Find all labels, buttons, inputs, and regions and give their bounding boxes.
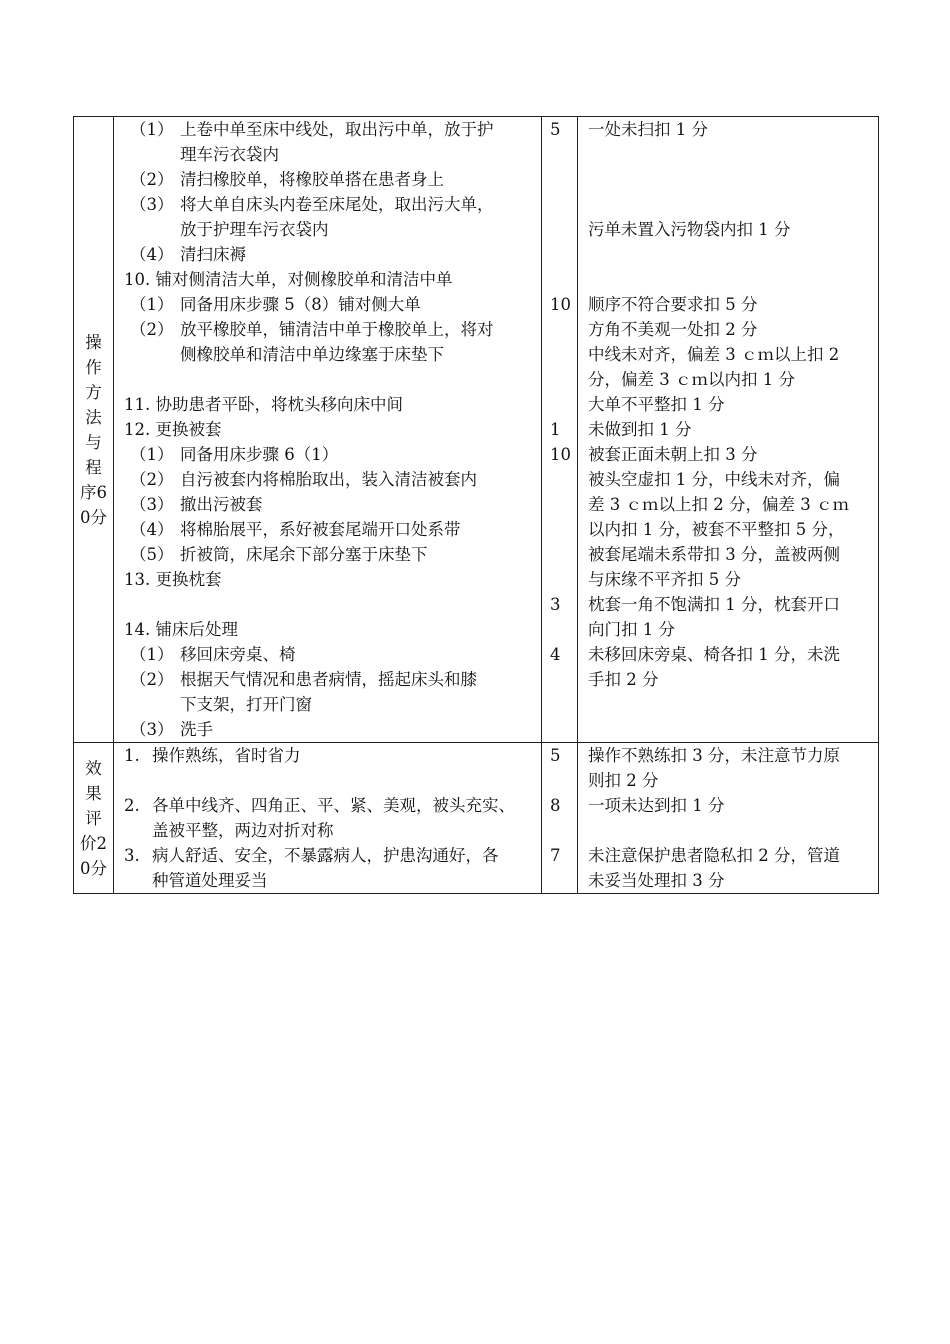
score-value: 4 — [550, 645, 561, 664]
deduction-text — [578, 717, 878, 742]
score-value — [542, 167, 577, 192]
step-number: （1） — [130, 445, 174, 464]
score-value: 5 — [550, 120, 561, 139]
step-text: 清扫橡胶单，将橡胶单搭在患者身上 — [180, 170, 444, 189]
section-label-text: 操作方法与程序60分 — [80, 332, 107, 527]
score-column — [542, 117, 578, 743]
score-value — [542, 567, 577, 592]
content-line — [114, 592, 541, 617]
content-line — [114, 367, 541, 392]
section-label — [74, 743, 114, 894]
score-value: 1 — [550, 420, 561, 439]
content-line — [114, 192, 541, 217]
step-number: （1） — [130, 295, 174, 314]
content-line — [114, 217, 541, 242]
score-value — [542, 317, 577, 342]
deduction-text: 则扣 2 分 — [588, 771, 659, 790]
deduction-text — [578, 692, 878, 717]
deduction-column — [578, 117, 879, 743]
scoring-sheet — [73, 116, 878, 894]
step-heading: 10. 铺对侧清洁大单，对侧橡胶单和清洁中单 — [124, 270, 453, 289]
step-text: 下支架，打开门窗 — [180, 695, 312, 714]
deduction-text: 被套正面未朝上扣 3 分 — [588, 445, 758, 464]
score-value: 10 — [550, 445, 571, 464]
step-text: 将棉胎展平，系好被套尾端开口处系带 — [180, 520, 461, 539]
deduction-text: 差 3 ｃｍ以上扣 2 分，偏差 3 ｃｍ — [588, 495, 849, 514]
content-line — [114, 717, 541, 742]
deduction-text — [578, 267, 878, 292]
score-value — [542, 868, 577, 893]
score-value: 3 — [550, 595, 561, 614]
deduction-column — [578, 743, 879, 894]
section-label — [74, 117, 114, 743]
deduction-text: 一项未达到扣 1 分 — [588, 796, 725, 815]
deduction-text: 未注意保护患者隐私扣 2 分，管道 — [588, 846, 840, 865]
step-number: （2） — [130, 670, 174, 689]
deduction-text: 污单未置入污物袋内扣 1 分 — [588, 220, 791, 239]
score-value — [542, 617, 577, 642]
content-line — [114, 342, 541, 367]
criterion-number: 1. — [124, 746, 140, 765]
score-value — [542, 717, 577, 742]
score-value — [542, 267, 577, 292]
step-text: 洗手 — [180, 720, 213, 739]
step-number: （2） — [130, 320, 174, 339]
content-line — [114, 692, 541, 717]
content-line — [114, 567, 541, 592]
criterion-text: 病人舒适、安全，不暴露病人，护患沟通好，各 — [152, 846, 499, 865]
score-value — [542, 242, 577, 267]
step-heading: 11. 协助患者平卧，将枕头移向床中间 — [124, 395, 403, 414]
score-value: 5 — [550, 746, 561, 765]
criterion-text: 种管道处理妥当 — [152, 871, 268, 890]
deduction-text: 一处未扫扣 1 分 — [588, 120, 708, 139]
step-number: （3） — [130, 195, 174, 214]
content-line — [114, 292, 541, 317]
score-value — [542, 342, 577, 367]
step-text: 撤出污被套 — [180, 495, 263, 514]
step-number: （2） — [130, 170, 174, 189]
deduction-text: 被套尾端未系带扣 3 分，盖被两侧 — [588, 545, 840, 564]
step-text: 折被筒，床尾余下部分塞于床垫下 — [180, 545, 428, 564]
deduction-text: 未移回床旁桌、椅各扣 1 分，未洗 — [588, 645, 840, 664]
score-value — [542, 367, 577, 392]
deduction-text: 以内扣 1 分，被套不平整扣 5 分， — [588, 520, 845, 539]
step-text: 将大单自床头内卷至床尾处，取出污大单， — [180, 195, 494, 214]
step-text: 侧橡胶单和清洁中单边缘塞于床垫下 — [180, 345, 444, 364]
score-value — [542, 217, 577, 242]
score-value — [542, 192, 577, 217]
step-number: （1） — [130, 645, 174, 664]
deduction-text — [578, 142, 878, 167]
score-column — [542, 743, 578, 894]
criterion-text: 各单中线齐、四角正、平、紧、美观，被头充实、 — [152, 796, 515, 815]
score-value: 10 — [550, 295, 571, 314]
deduction-text: 手扣 2 分 — [588, 670, 659, 689]
scoring-table — [73, 116, 879, 894]
score-value — [542, 142, 577, 167]
score-value — [542, 392, 577, 417]
procedure-content — [114, 743, 542, 894]
content-line — [114, 167, 541, 192]
deduction-text: 与床缘不平齐扣 5 分 — [588, 570, 741, 589]
criterion-number: 3. — [124, 846, 140, 865]
content-line — [114, 467, 541, 492]
content-line — [114, 317, 541, 342]
deduction-text — [578, 192, 878, 217]
deduction-text: 顺序不符合要求扣 5 分 — [588, 295, 758, 314]
step-text: 理车污衣袋内 — [180, 145, 279, 164]
deduction-text: 操作不熟练扣 3 分，未注意节力原 — [588, 746, 840, 765]
score-value — [542, 692, 577, 717]
content-line — [114, 843, 541, 868]
content-line — [114, 117, 541, 142]
step-number: （4） — [130, 245, 174, 264]
step-heading: 13. 更换枕套 — [124, 570, 222, 589]
table-row — [74, 117, 879, 743]
deduction-text: 枕套一角不饱满扣 1 分，枕套开口 — [588, 595, 840, 614]
content-line — [114, 417, 541, 442]
score-value — [542, 492, 577, 517]
content-line — [114, 517, 541, 542]
content-line — [114, 442, 541, 467]
criterion-text: 盖被平整，两边对折对称 — [152, 821, 334, 840]
step-heading: 14. 铺床后处理 — [124, 620, 238, 639]
step-text: 同备用床步骤 6（1） — [180, 445, 339, 464]
deduction-text — [578, 818, 878, 843]
step-heading: 12. 更换被套 — [124, 420, 222, 439]
deduction-text: 方角不美观一处扣 2 分 — [588, 320, 758, 339]
score-value — [542, 818, 577, 843]
section-label-text: 效果评价20分 — [80, 758, 107, 878]
content-line — [114, 868, 541, 893]
content-line — [114, 768, 541, 793]
content-line — [114, 392, 541, 417]
step-number: （1） — [130, 120, 174, 139]
content-line — [114, 667, 541, 692]
step-text: 自污被套内将棉胎取出，装入清洁被套内 — [180, 470, 477, 489]
content-line — [114, 818, 541, 843]
step-number: （4） — [130, 520, 174, 539]
step-text: 根据天气情况和患者病情，摇起床头和膝 — [180, 670, 477, 689]
content-line — [114, 492, 541, 517]
score-value — [542, 517, 577, 542]
deduction-text: 被头空虚扣 1 分，中线未对齐，偏 — [588, 470, 840, 489]
criterion-number: 2. — [124, 796, 140, 815]
criterion-text: 操作熟练，省时省力 — [152, 746, 301, 765]
deduction-text — [578, 242, 878, 267]
content-line — [114, 142, 541, 167]
step-text: 清扫床褥 — [180, 245, 246, 264]
step-number: （3） — [130, 720, 174, 739]
step-number: （2） — [130, 470, 174, 489]
score-value — [542, 768, 577, 793]
content-line — [114, 793, 541, 818]
deduction-text: 分，偏差 3 ｃｍ以内扣 1 分 — [588, 370, 795, 389]
content-line — [114, 743, 541, 768]
deduction-text: 未做到扣 1 分 — [588, 420, 692, 439]
deduction-text: 大单不平整扣 1 分 — [588, 395, 725, 414]
step-text: 放于护理车污衣袋内 — [180, 220, 329, 239]
score-value — [542, 542, 577, 567]
content-line — [114, 542, 541, 567]
table-row — [74, 743, 879, 894]
step-number: （5） — [130, 545, 174, 564]
score-value — [542, 467, 577, 492]
content-line — [114, 642, 541, 667]
content-line — [114, 617, 541, 642]
score-value: 7 — [550, 846, 561, 865]
deduction-text: 未妥当处理扣 3 分 — [588, 871, 725, 890]
deduction-text — [578, 167, 878, 192]
content-line — [114, 242, 541, 267]
deduction-text: 向门扣 1 分 — [588, 620, 675, 639]
step-text: 上卷中单至床中线处，取出污中单，放于护 — [180, 120, 494, 139]
score-value: 8 — [550, 796, 561, 815]
score-value — [542, 667, 577, 692]
content-line — [114, 267, 541, 292]
step-text: 放平橡胶单，铺清洁中单于橡胶单上，将对 — [180, 320, 494, 339]
step-number: （3） — [130, 495, 174, 514]
step-text: 移回床旁桌、椅 — [180, 645, 296, 664]
procedure-content — [114, 117, 542, 743]
step-text: 同备用床步骤 5（8）铺对侧大单 — [180, 295, 421, 314]
deduction-text: 中线未对齐，偏差 3 ｃｍ以上扣 2 — [588, 345, 840, 364]
